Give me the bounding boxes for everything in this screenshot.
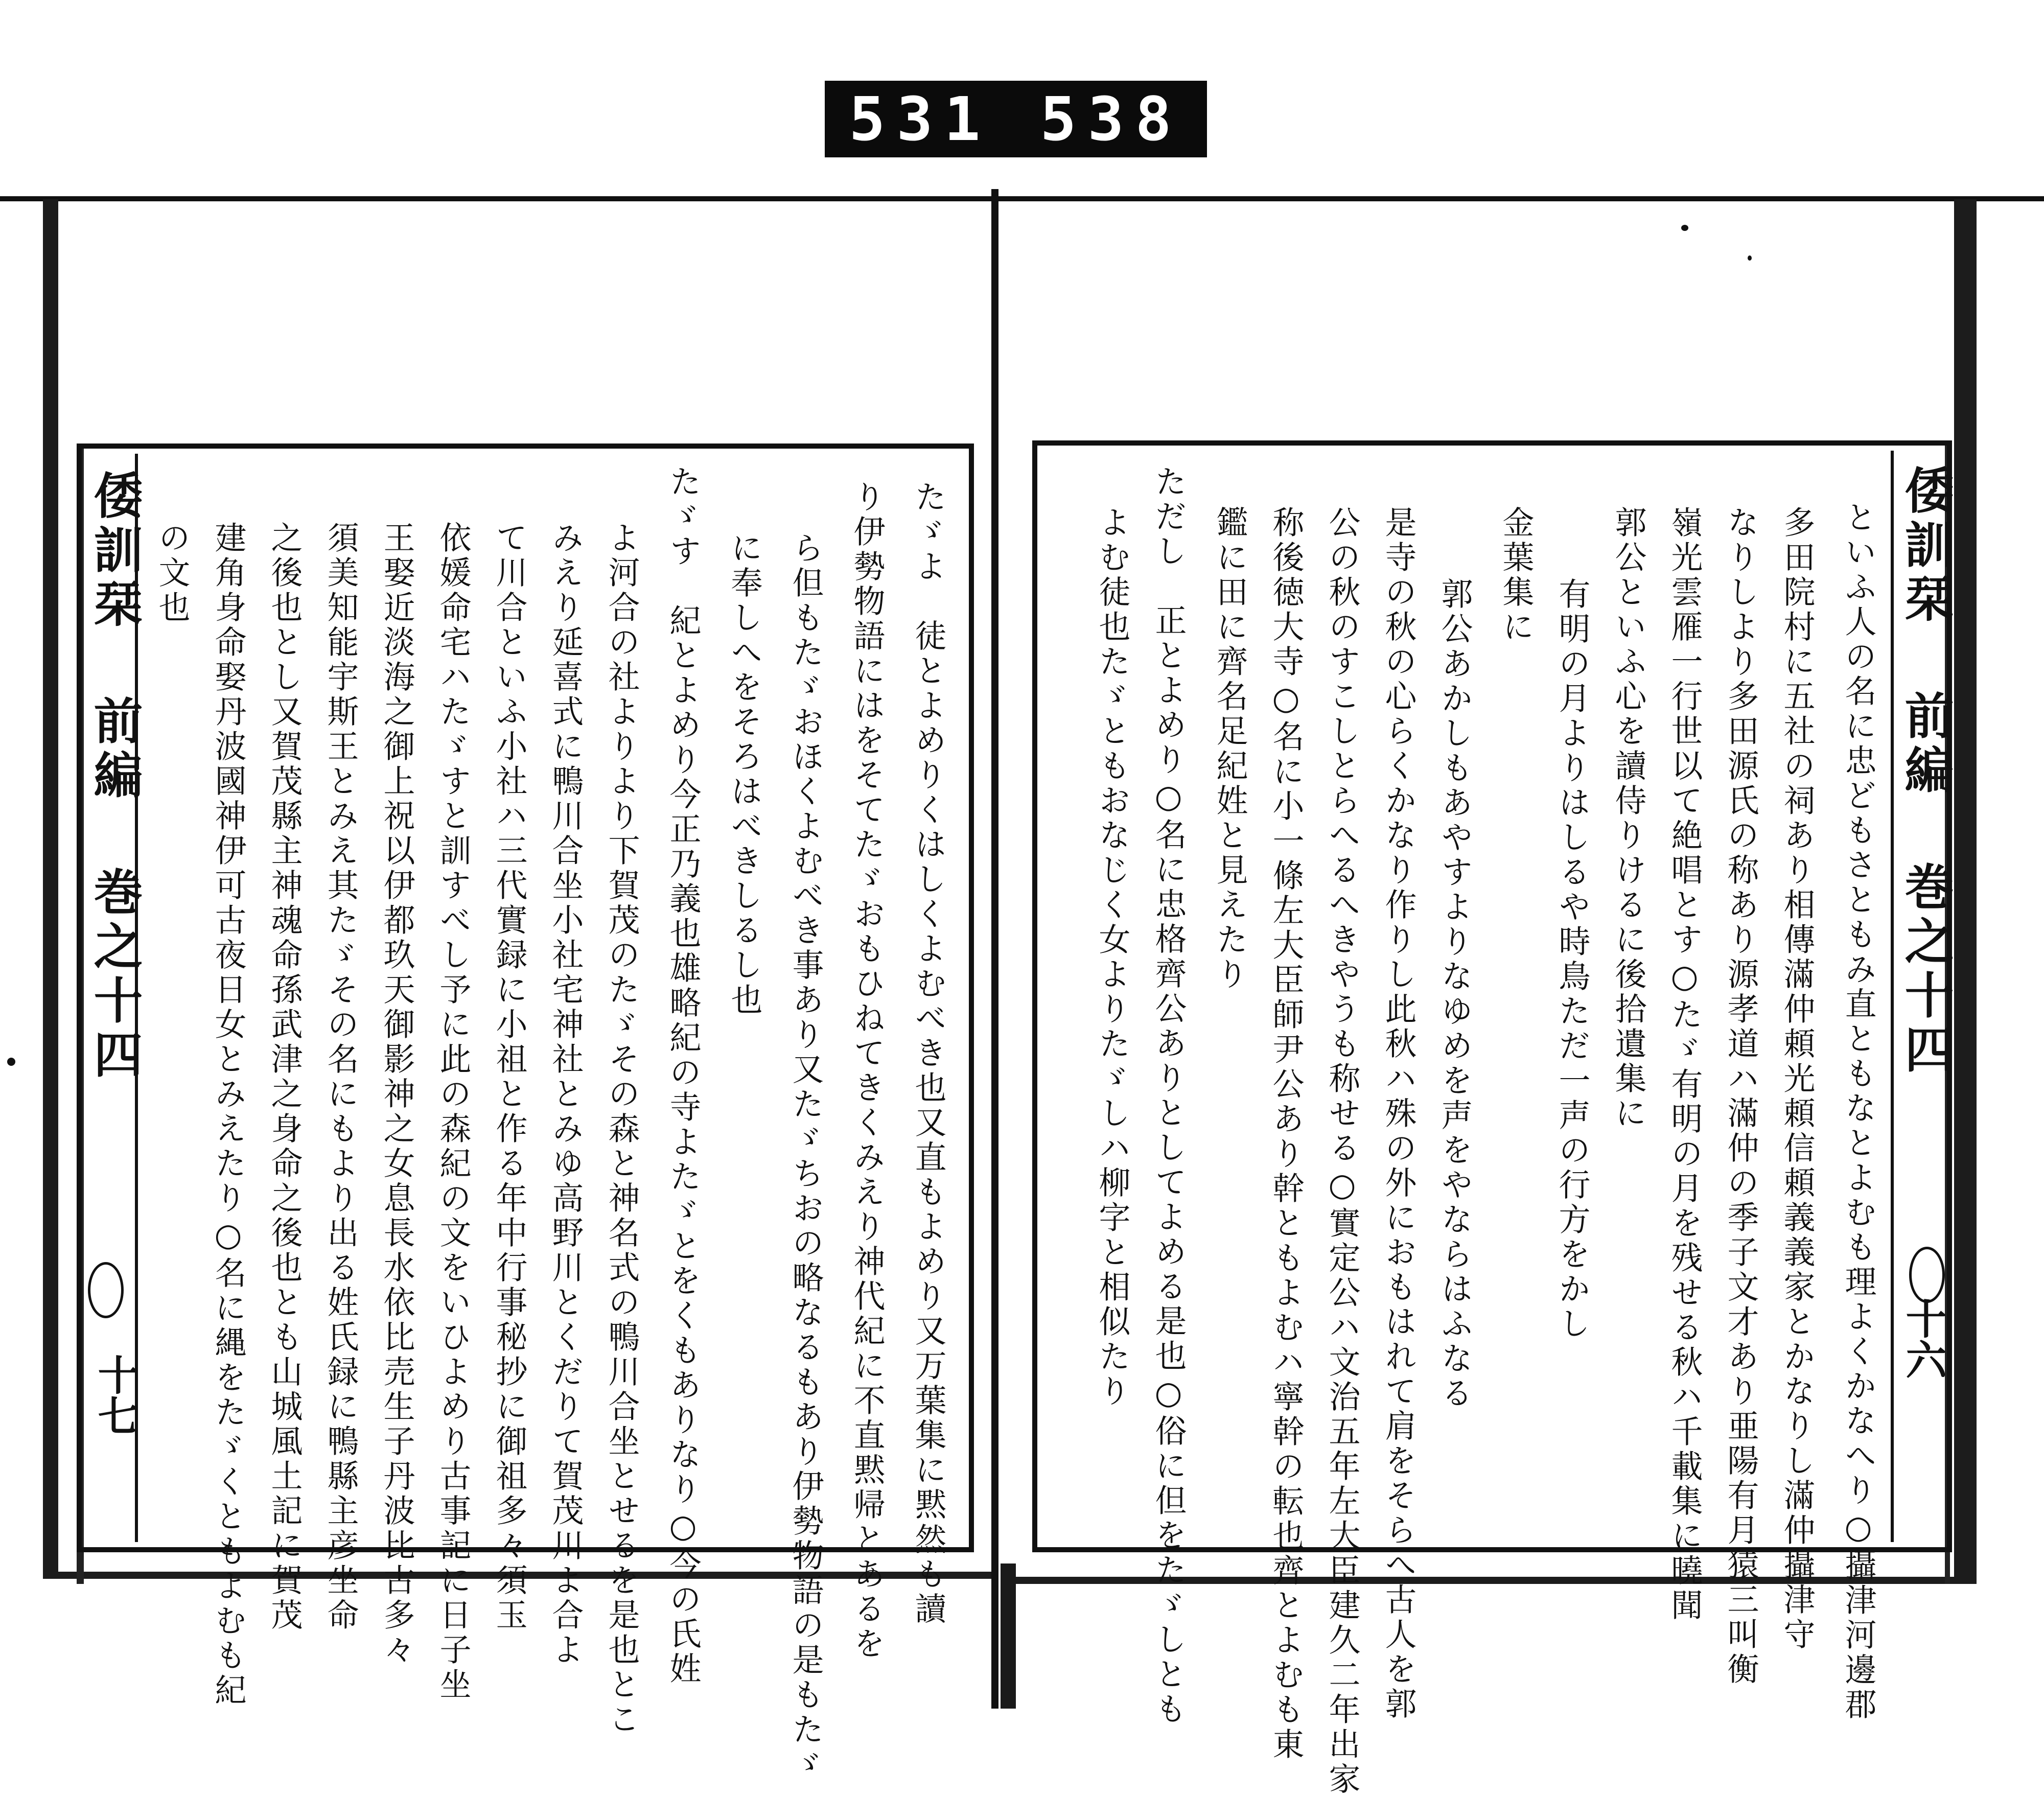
left-col-4: に奉しへをそろはべきしるし也 (726, 531, 763, 1018)
catalog-label-right: 538 (1040, 84, 1183, 154)
left-col-12: 之後也とし又賀茂縣主神魂命孫武津之身命之後也とも山城風土記に賀茂 (266, 521, 303, 1633)
right-col-4: 嶺光雲雁一行世以て絶唱とす○たゞ有明の月を残せる秋ハ千載集に曉聞 (1666, 506, 1703, 1623)
right-col-13: ただし 正とよめり○名に忠格齊公ありとしてよめる是也○俗に但をたゞしとも (1150, 465, 1187, 1727)
catalog-label (825, 81, 1207, 157)
right-fishtail-mark (1909, 1247, 1945, 1303)
left-margin-title: 倭訓栞 前編 巻之十四 (86, 470, 144, 1083)
left-col-7: みえり延喜式に鴨川合坐小社宅神社とみゆ高野川とくだりて賀茂川よ合よ (547, 521, 584, 1668)
left-col-8: て川合といふ小社ハ三代實録に小祖と作る年中行事秘抄に御祖多々須玉 (491, 521, 528, 1633)
right-col-12: 鑑に田に齊名足紀姓と見えたり (1211, 506, 1248, 992)
scan-speck (1681, 225, 1688, 231)
right-margin-title: 倭訓栞 前編 巻之十四 (1897, 465, 1955, 1078)
right-col-14: よむ徒也たゞともおなじく女よりたゞしハ柳字と相似たり (1094, 506, 1131, 1409)
left-col-11: 須美知能宇斯王とみえ其たゞその名にもより出る姓氏録に鴨縣主彦坐命 (322, 521, 359, 1633)
spine-foot (1001, 1563, 1016, 1709)
left-fishtail-mark (88, 1262, 124, 1318)
left-col-10: 王娶近淡海之御上祝以伊都玖天御影神之女息長水依比売生子丹波比古多々 (378, 521, 415, 1668)
left-col-5: たゞす 紀とよめり今正乃義也雄略紀の寺よたゞとをくもありなり○今の氏姓 (664, 465, 702, 1687)
left-col-13: 建角身命娶丹波國神伊可古夜日女とみえたり○名に縄をたゞくともよむも紀 (210, 521, 247, 1708)
left-col-9: 依媛命宅ハたゞすと訓すべし予に此の森紀の文をいひよめり古事記に日子坐 (434, 521, 472, 1702)
catalog-label-left: 531 (849, 84, 992, 154)
right-col-2: 多田院村に五社の祠あり相傳滿仲頼光頼信頼義義家とかなりし滿仲攝津守 (1778, 506, 1816, 1652)
right-col-3: なりしより多田源氏の称あり源孝道ハ滿仲の季子文才あり亜陽有月猿三叫衡 (1722, 506, 1759, 1687)
left-col-6: よ河合の社よりより下賀茂のたゞその森と神名式の鴨川合坐とせるを是也とこ (603, 521, 640, 1737)
left-col-14: の文也 (153, 521, 191, 625)
right-col-6: 有明の月よりはしるや時鳥ただ一声の行方をかし (1553, 577, 1591, 1342)
right-col-11: 称後徳大寺○名に小一條左大臣師尹公あり幹ともよむハ寧幹の転也齊とよむも東 (1267, 506, 1305, 1762)
book-spine (991, 189, 998, 1709)
right-folio: 十六 (1899, 1298, 1947, 1380)
left-folio: 十七 (91, 1354, 139, 1436)
right-col-10: 公の秋のすこしとらへるへきやうも称せる○實定公ハ文治五年左大臣建久二年出家 (1323, 506, 1361, 1797)
right-col-9: 是寺の秋の心らくかなり作りし此秋ハ殊の外におもはれて肩をそらへ古人を郭 (1380, 506, 1417, 1722)
left-col-3: ら但もたゞおほくよむべき事あり又たゞちおの略なるもあり伊勢物語の是もたゞ (787, 531, 824, 1782)
right-col-7: 金葉集に (1497, 506, 1535, 645)
left-col-2: り伊勢物語にはをそてたゞおもひねてきくみえり神代紀に不直黙帰とあるを (848, 480, 886, 1662)
scan-speck (1748, 255, 1752, 261)
left-col-1: たゞよ 徒とよめりくはしくよむべき也又直もよめり又万葉集に黙然も讀 (910, 480, 947, 1627)
right-col-8: 郭公あかしもあやすよりなゆめを声をやならはふなる (1436, 577, 1473, 1411)
scan-speck (7, 1058, 15, 1066)
right-col-1: といふ人の名に忠どもさともみ直ともなとよむも理よくかなへり○攝津河邊郡 (1840, 501, 1877, 1722)
right-col-5: 郭公といふ心を讀侍りけるに後拾遺集に (1610, 506, 1647, 1131)
